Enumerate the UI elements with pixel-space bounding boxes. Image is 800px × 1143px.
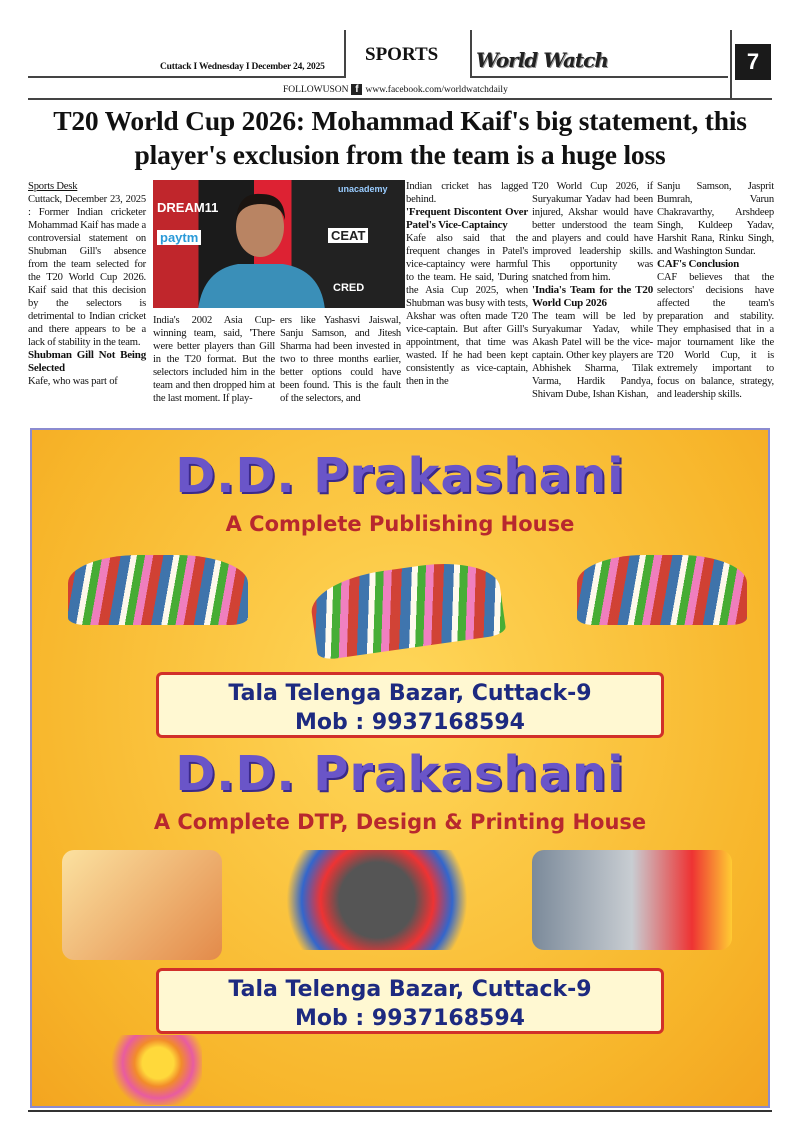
ad-subtitle: A Complete DTP, Design & Printing House [153, 810, 647, 834]
ad-address-box [156, 968, 664, 1034]
divider [470, 30, 472, 78]
sponsor-logo: DREAM11 [157, 200, 219, 215]
ad-address-box [156, 672, 664, 738]
article-column-5 [532, 180, 653, 401]
dateline: Cuttack I Wednesday I December 24, 2025 [160, 62, 325, 72]
books-image [68, 555, 248, 625]
divider [28, 98, 772, 100]
paragraph: The team will be led by Suryakumar Yadav, while Akash Patel will be the vice-captain. Other key players are Abhishek Sharma, Tilak Varma, Hardik Pandya, Shivam Dube, Ishan Kishan, [532, 311, 653, 400]
divider [28, 76, 344, 78]
divider [344, 30, 346, 78]
ad-address: Tala Telenga Bazar, Cuttack-9 [228, 977, 592, 1002]
facebook-icon: f [351, 84, 362, 95]
ad-phone: Mob : 9937168594 [295, 1006, 525, 1031]
graphic-design-illustration [262, 850, 492, 950]
ad-title: D.D. Prakashani [175, 448, 625, 504]
sponsor-logo: unacademy [338, 184, 388, 194]
headline: T20 World Cup 2026: Mohammad Kaif's big statement, this player's exclusion from the team is a huge loss [53, 105, 747, 170]
page-number: 7 [735, 44, 771, 80]
books-image [577, 555, 747, 625]
subheading: 'India's Team for the T20 World Cup 2026 [532, 284, 653, 309]
printing-press-illustration [532, 850, 732, 950]
paragraph: T20 World Cup 2026, if Suryakumar Yadav had been injured, Akshar would have better understood the team and players and could have improved leadership skills. This opportunity was snatched from him. [532, 181, 653, 283]
divider [470, 76, 728, 78]
paragraph: Indian cricket has lagged behind. [406, 181, 528, 205]
ad-title: D.D. Prakashani [175, 746, 625, 802]
paragraph: India's 2002 Asia Cup-winning team, said, 'There were better players than Gill in the T20 format. But the selectors included him in the team and then dropped him at the last moment. If play- [153, 315, 275, 404]
magazines-image [307, 555, 506, 661]
divider [730, 30, 732, 100]
paragraph: Kafe, who was part of [28, 376, 118, 387]
sponsor-logo: paytm [157, 230, 201, 245]
section-title: SPORTS [365, 44, 439, 65]
ad-address: Tala Telenga Bazar, Cuttack-9 [228, 681, 592, 706]
article-column-2 [153, 314, 275, 405]
subheading: Shubman Gill Not Being Selected [28, 349, 146, 374]
subheading: CAF's Conclusion [657, 258, 740, 270]
facebook-link[interactable]: www.facebook.com/worldwatchdaily [365, 84, 508, 95]
kaif-photo [153, 180, 405, 308]
ad-phone: Mob : 9937168594 [295, 710, 525, 735]
ad-subtitle: A Complete Publishing House [225, 512, 575, 536]
article-column-4 [406, 180, 528, 388]
sponsor-logo: CRED [333, 282, 365, 294]
flowers-decoration [92, 1035, 202, 1105]
paragraph: ers like Yashasvi Jaiswal, Sanju Samson, and Jitesh Sharma had been invested in two to three months earlier, better options could have been found. This is the fault of the selectors, and [280, 315, 401, 404]
follow-label: FOLLOWUSON [283, 84, 349, 95]
dd-prakashani-advertisement [30, 428, 770, 1108]
article-column-1 [28, 180, 146, 388]
subheading: 'Frequent Discontent Over Patel's Vice-Captaincy [406, 206, 528, 231]
paragraph: CAF believes that the selectors' decisions have affected the team's preparation and stability. They emphasised that in a major tournament like the T20 World Cup, it is extremely important to focus on balance, strategy, and leadership skills. [657, 272, 774, 400]
world-watch-logo: World Watch [476, 48, 608, 72]
divider [28, 1110, 772, 1112]
byline: Sports Desk [28, 181, 78, 192]
designer-illustration [62, 850, 222, 960]
sponsor-logo: CEAT [328, 228, 368, 243]
article-column-3 [280, 314, 401, 405]
paragraph: Cuttack, December 23, 2025 : Former Indian cricketer Mohammad Kaif has made a controversial statement on Shubman Gill's absence from the team selected for the T20 World Cup 2026. Kaif said that this decision by the selectors is detrimental to Indian cricket and there appears to be a lack of stability in the team. [28, 194, 146, 348]
person-illustration [193, 182, 328, 308]
paragraph: Kafe also said that the frequent changes in Patel's vice-captaincy were harmful to the team. He said, 'During the Asia Cup 2025, when Shubman was busy with tests, Akshar was often made T20 vice-captain. But after Gill's appointment, that time was wasted. If he had been kept consistently as vice-captain, then in the [406, 233, 528, 387]
paragraph: Sanju Samson, Jasprit Bumrah, Varun Chakravarthy, Arshdeep Singh, Kuldeep Yadav, Harshit Rana, Rinku Singh, and Washington Sundar. [657, 181, 774, 257]
article-column-6 [657, 180, 774, 401]
follow-us [283, 84, 508, 95]
